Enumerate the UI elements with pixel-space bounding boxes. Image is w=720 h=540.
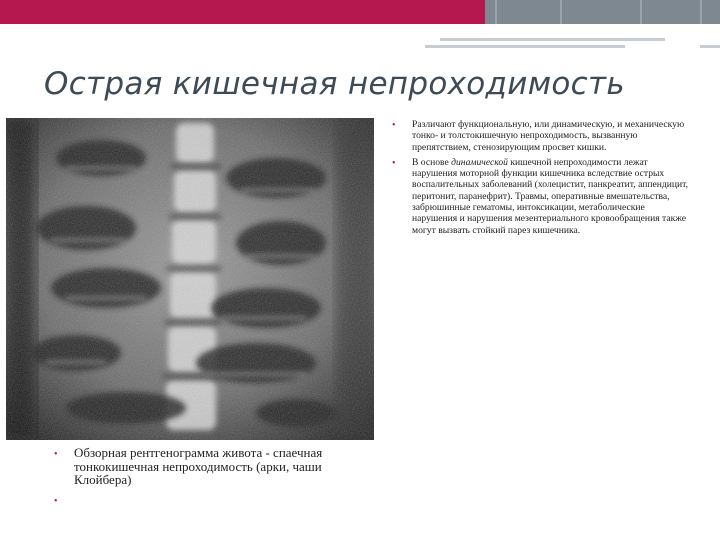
description-list <box>392 119 690 240</box>
caption-list <box>54 446 354 511</box>
list-item <box>54 446 354 487</box>
list-item-text-prefix: В основе <box>412 156 452 168</box>
xray-image <box>6 118 374 440</box>
list-item <box>54 493 354 505</box>
list-item <box>392 157 690 236</box>
header-band <box>0 0 720 24</box>
bullet-icon: • <box>392 120 396 131</box>
header-band-accent <box>0 0 485 24</box>
bullet-icon: • <box>54 495 58 507</box>
header-stripe <box>640 0 642 24</box>
header-stripe <box>700 0 702 24</box>
list-item-text-suffix: кишечной непроходимости лежат нарушения моторной функции кишечника вследствие острых воспалительных заболеваний (холецистит, панкреатит, аппендицит, перитонит, паранефрит). Травмы, оперативные вмешательства, забрюшинные гематомы, интоксикации, метаболические нарушения и нарушения мезентериального кровообращения также могут вызвать стойкий парез кишечника. <box>412 156 689 236</box>
header-stripe <box>560 0 562 24</box>
decorative-bar <box>440 38 665 41</box>
image-caption: Обзорная рентгенограмма живота - спаечная тонкокишечная непроходимость (арки, чаши Клойбера) <box>74 445 323 487</box>
bullet-icon: • <box>392 157 396 169</box>
header-band-light <box>485 0 720 24</box>
decorative-bar <box>425 45 625 48</box>
slide-title: Острая кишечная непроходимость <box>44 66 625 102</box>
list-item <box>392 119 690 153</box>
list-item-text: Различают функциональную, или динамическую, и механическую тонко- и толстокишечную непроходимость, вызванную препятствием, стенозирующим просвет кишки. <box>412 119 685 153</box>
bullet-icon: • <box>54 449 58 460</box>
list-item-emphasis: динамической <box>451 156 508 168</box>
header-stripe <box>495 0 497 24</box>
decorative-bar <box>700 45 720 48</box>
